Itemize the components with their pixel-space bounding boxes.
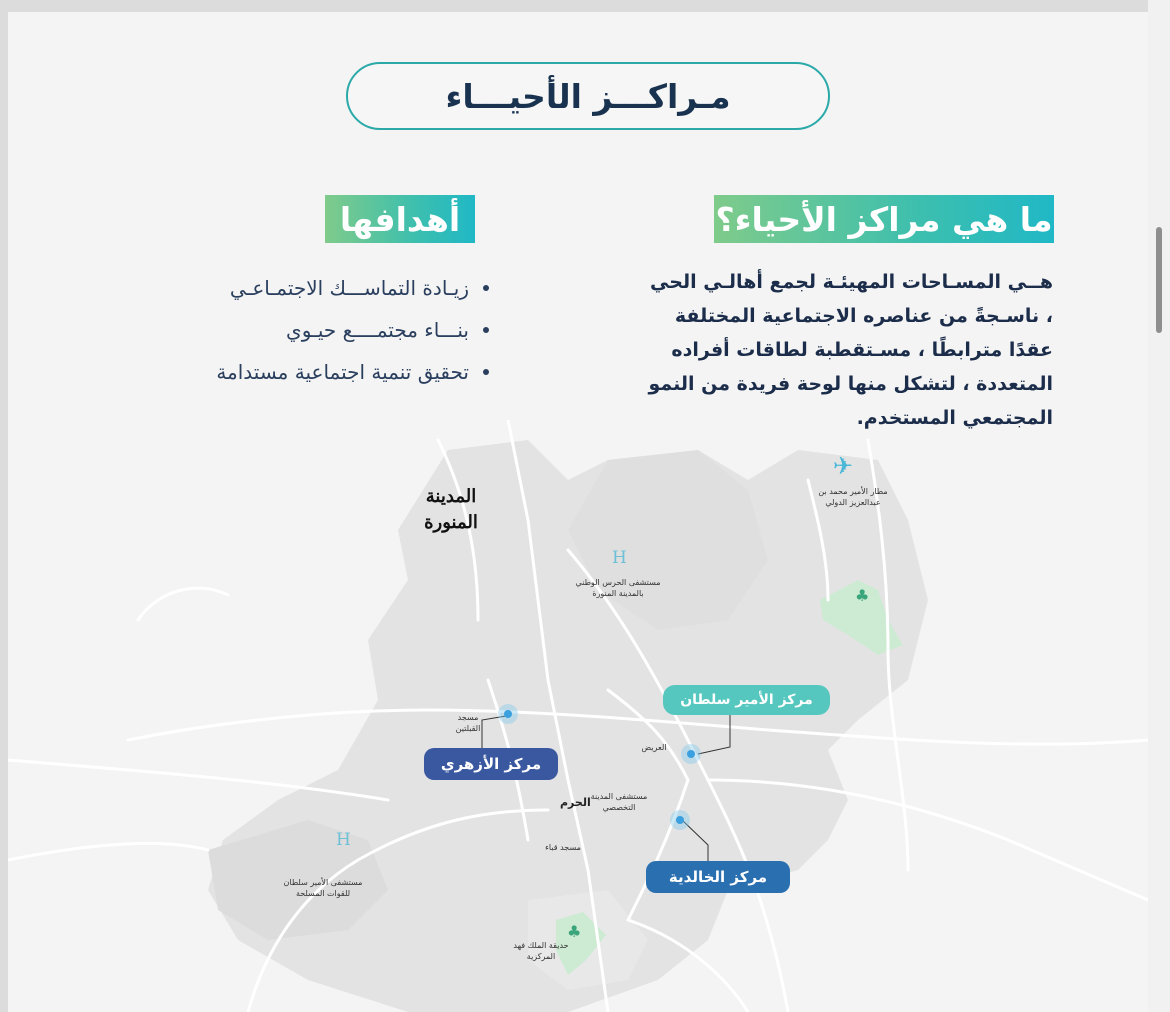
bullet-icon bbox=[483, 369, 489, 375]
goal-item bbox=[158, 309, 493, 351]
mosque-quba-label: مسجد قباء bbox=[545, 843, 581, 852]
tree-icon: ♣ bbox=[567, 922, 582, 941]
bullet-icon bbox=[483, 285, 489, 291]
center-prince-sultan-badge[interactable]: مركز الأمير سلطان bbox=[663, 685, 830, 715]
haram-label: الحرم bbox=[560, 796, 591, 809]
goal-text: تحقيق تنمية اجتماعية مستدامة bbox=[216, 360, 469, 384]
goals-list bbox=[158, 267, 493, 393]
page-title-pill bbox=[346, 62, 830, 130]
goal-item bbox=[158, 267, 493, 309]
goals-heading: أهدافها bbox=[325, 195, 475, 243]
area-urayd-label: العريض bbox=[641, 743, 667, 752]
airplane-icon: ✈ bbox=[833, 452, 854, 480]
hospital-icon: H bbox=[612, 548, 627, 568]
hospital-specialist-label: مستشفى المدينة التخصصي bbox=[590, 792, 648, 812]
about-text: هــي المسـاحات المهيئـة لجمع أهالـي الحي ، ناسـجةً من عناصره الاجتماعية المختلفة عقدًا مترابطًا ، مسـتقطبة لطاقات أفراده المتعددة ، لتشكل منها لوحة فريدة من النمو المجتمعي المستخدم. bbox=[648, 271, 1053, 429]
airport-label: مطار الأمير محمد بن عبدالعزيز الدولي bbox=[818, 487, 888, 507]
goal-item bbox=[158, 351, 493, 393]
city-name: المدينة المنورة bbox=[424, 486, 478, 533]
mosque-qiblatain-label: مسجد القبلتين bbox=[455, 713, 481, 733]
center-khalidiya-badge[interactable]: مركز الخالدية bbox=[646, 861, 790, 893]
park-label: حديقة الملك فهد المركزية bbox=[513, 941, 569, 961]
hospital-armed-label: مستشفى الأمير سلطان للقوات المسلحة bbox=[283, 878, 363, 898]
goal-text: زيـادة التماســـك الاجتمـاعـي bbox=[229, 276, 469, 300]
about-heading: ما هي مراكز الأحياء؟ bbox=[714, 195, 1054, 243]
hospital-guard-label: مستشفى الحرس الوطني بالمدينة المنورة bbox=[575, 578, 661, 598]
page bbox=[8, 12, 1148, 1012]
page-title: مـراكـــز الأحيـــاء bbox=[445, 76, 731, 116]
scrollbar[interactable] bbox=[1148, 0, 1170, 1012]
goal-text: بنـــاء مجتمــــع حيـوي bbox=[286, 318, 469, 342]
center-azhari-badge[interactable]: مركز الأزهري bbox=[424, 748, 558, 780]
scrollbar-thumb[interactable] bbox=[1156, 227, 1162, 333]
hospital-icon: H bbox=[336, 830, 351, 850]
tree-icon: ♣ bbox=[855, 586, 870, 605]
bullet-icon bbox=[483, 327, 489, 333]
